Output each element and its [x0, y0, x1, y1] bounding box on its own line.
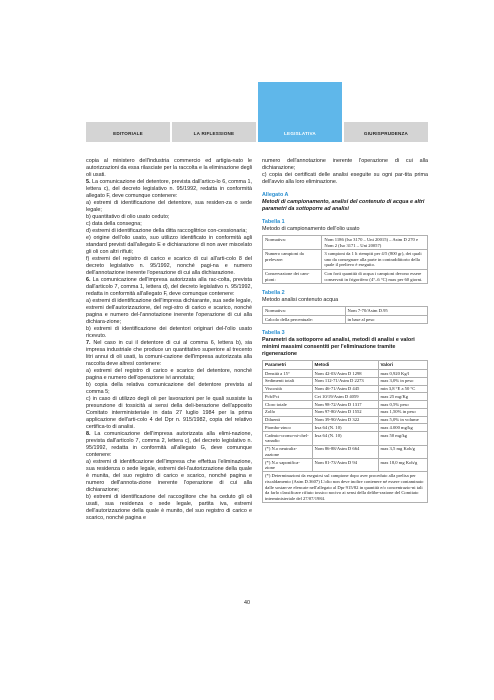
- table-cell: max 25 mg/Kg: [378, 393, 428, 401]
- table-cell: Diluenti: [263, 416, 313, 424]
- paragraph: copia al ministero dell'industria commercio ed artigia-nato le autorizzazioni da essa rilasciate per la raccolta e la eliminazione degli oli usati.: [86, 158, 252, 178]
- table-cell-key: Conservazione dei cam-pioni:: [263, 269, 322, 283]
- table-row: [263, 315, 428, 324]
- table-header-cell: Metodi: [312, 361, 378, 370]
- table-cell: max 50 mg/kg: [378, 432, 428, 445]
- table-cell: Nom 39-90/Astm D 322: [312, 416, 378, 424]
- table-cell: Viscosità: [263, 385, 313, 393]
- table-header-cell: Parametri: [263, 361, 313, 370]
- table-cell: Nom 46-71/Astm D 445: [312, 385, 378, 393]
- table-cell-value: Con forti quantità di acqua i campioni devono essere conservati in frigorifero (4°–6 °C) max per 60 giorni.: [322, 269, 428, 283]
- table-cell: Irsa 64 (N. 10): [312, 424, 378, 432]
- table-row: [263, 393, 428, 401]
- tab-editoriale[interactable]: [86, 82, 170, 142]
- table-row: [263, 424, 428, 432]
- table-cell-value: Nom 1186 (Iso 3170 – Uni 20015) – Astm D 270 e Nom 2 (Iso 3171 – Uni 20057): [322, 236, 428, 250]
- paragraph: a) estremi di identificazione dell'impresa che effettua l'eliminazione, sua residenza o sede legale, estremi del-l'autorizzazione della quale è munita, del suo registro di carico e scarico, nonché pagina e numero dell'annota-zione inerente l'operazione di cui alla dichiarazione;: [86, 459, 252, 493]
- table-cell-value: in base al peso: [345, 315, 428, 324]
- right-column: [262, 158, 428, 503]
- table-header-cell: Valori: [378, 361, 428, 370]
- section-navigation: [86, 82, 426, 142]
- table-row: [263, 416, 428, 424]
- page-number: 40: [244, 600, 250, 606]
- item-number: 5.: [86, 179, 91, 185]
- table-row: [263, 445, 428, 458]
- tab-label: LA RIFLESSIONE: [193, 131, 235, 136]
- paragraph-text: Nel caso in cui il detentore di cui al comma 6, lettera b), sia impresa industriale che produce un quantitativo superiore al trecento litri annui di oli usati, la comuni-cazione dell'impresa autorizzata alla raccolta deve altresì contenere:: [86, 340, 252, 367]
- table-cell: Sedimenti totali: [263, 377, 313, 385]
- table-row: [263, 458, 428, 471]
- paragraph-text: La comunicazione dell'impresa autorizzata alla rac-colta, prevista dall'articolo 7, comma 1, lettera d), del decreto legislativo n. 95/1992, redatta in conformità all'allegato F, deve comunque contenere:: [86, 277, 252, 297]
- table3-subtitle: Parametri da sottoporre ad analisi, metodi di analisi e valori minimi massimi consentiti per l'eliminazione tramite rigenerazione: [262, 337, 415, 358]
- paragraph: [86, 277, 252, 298]
- table-cell-value: Nom 7-70/Astm D.95: [345, 307, 428, 316]
- item-number: 6.: [86, 277, 91, 283]
- table1-title: Tabella 1: [262, 219, 285, 225]
- table-cell-key: Numero campioni da prelevare:: [263, 250, 322, 270]
- table-cell: max 18,0 mg Koh/g: [378, 458, 428, 471]
- table-cell: max 4.000 mg/kg: [378, 424, 428, 432]
- table-cell: Nom 97-80/Astm D 1552: [312, 408, 378, 416]
- table-cell: Cei 10/19/Astm D 4059: [312, 393, 378, 401]
- table1-subtitle: Metodo di campionamento dell'olio usato: [262, 226, 360, 232]
- table-row: [263, 408, 428, 416]
- paragraph: b) estremi di identificazione del raccoglitore che ha ceduto gli oli usati, sua residenza o sede legale, partita iva, estremi dell'autorizzazione della quale è munito, del suo registro di carico e scarico, nonché pagina e: [86, 494, 252, 521]
- table-row: [263, 307, 428, 316]
- table2-title: Tabella 2: [262, 290, 285, 297]
- item-number: 8.: [86, 431, 91, 437]
- table-row: [263, 250, 428, 270]
- table-cell: Piombo-zinco: [263, 424, 313, 432]
- table-cell: max 3,5 mg Koh/g: [378, 445, 428, 458]
- paragraph: f) estremi del registro di carico e scarico di cui all'arti-colo 8 del decreto legislativo n. 95/1992, nonché pagi-na e numero dell'annotazione inerente l'operazione di cui alla dichiarazione.: [86, 256, 252, 276]
- paragraph: a) estremi di identificazione dell'impresa dichiarante, sua sede legale, estremi dell'autorizzazione, del regi-stro di carico e scarico, nonché pagina e numero del-l'annotazione inerente l'operazione di cui alla dichiara-zione;: [86, 298, 252, 325]
- table-cell: max 0,920 Kg/l: [378, 369, 428, 377]
- table2-subtitle: Metodo analisi contenuto acqua: [262, 297, 339, 304]
- table-cell: (*) N.o neutraliz-zazione: [263, 445, 313, 458]
- paragraph: c) in caso di utilizzo degli oli per lavorazioni per le quali sussiste la presunzione di tossicità ai sensi della deli-berazione dell'apposito Comitato interministeriale in data 27 luglio 1984 per la prima applicazione dell'arti-colo 4 del Dpr n. 915/1982, copia del relativo certifica-to di analisi.: [86, 396, 252, 430]
- paragraph: b) estremi di identificazione dei detentori originari del-l'olio usato ricevuto.: [86, 326, 252, 339]
- tab-label: EDITORIALE: [113, 131, 143, 136]
- table-cell-key: Normativa:: [263, 307, 346, 316]
- table-cell: Zolfo: [263, 408, 313, 416]
- table-cell-key: Calcolo della percentuale:: [263, 315, 346, 324]
- tab-label: LEGISLATIVA: [284, 131, 316, 136]
- table-cell-key: Normativa:: [263, 236, 322, 250]
- paragraph: b) copia della relativa comunicazione del detentore prevista al comma 5;: [86, 382, 252, 395]
- table-cell: Cadmio-cromo-ni-chel-vanadio: [263, 432, 313, 445]
- paragraph: c) copia dei certificati delle analisi eseguite su ogni par-tita prima dell'avvio alla loro eliminazione.: [262, 172, 428, 185]
- table-cell: (*) N.o saponifica-zione: [263, 458, 313, 471]
- table-cell: max 0,5% peso: [378, 401, 428, 409]
- table-row: [263, 236, 428, 250]
- paragraph: [86, 179, 252, 200]
- table-cell: Pcb/Pct: [263, 393, 313, 401]
- table-parameters: [262, 360, 428, 472]
- table-cell: Nom 86-88/Astm D 664: [312, 445, 378, 458]
- annex-title: Allegato A: [262, 192, 289, 198]
- table-cell: Nom 112-71/Astm D 2273: [312, 377, 378, 385]
- table-cell: min 3,8 °E a 50 °C: [378, 385, 428, 393]
- left-column: [86, 158, 252, 522]
- table-row: [263, 369, 428, 377]
- table-water-analysis: [262, 306, 428, 324]
- paragraph: e) origine dell'olio usato, suo utilizzo identificato in conformità agli standard previsti dall'allegato E e dichiarazione di non aver miscelato gli oli con altri rifiuti;: [86, 235, 252, 255]
- table-row: [263, 377, 428, 385]
- table-cell: max 5,0% in volume: [378, 416, 428, 424]
- annex-subtitle: Metodi di campionamento, analisi del contenuto di acqua e altri parametri da sottoporre ad analisi: [262, 199, 425, 212]
- paragraph: [86, 431, 252, 459]
- paragraph: [86, 340, 252, 368]
- paragraph-text: La comunicazione dell'impresa autorizzata alla elimi-nazione, prevista dall'articolo 7, comma 2, lettera c), del decreto legislativo n. 95/1992, redatta in conformità all'allegato G, deve comunque contenere:: [86, 431, 252, 458]
- paragraph: b) quantitativo di olio usato ceduto;: [86, 214, 170, 220]
- paragraph: numero dell'annotazione inerente l'operazione di cui alla dichiarazione;: [262, 158, 428, 171]
- table-cell: Nom 42-03/Astm D 1298: [312, 369, 378, 377]
- table-row: [263, 401, 428, 409]
- table-row: [263, 432, 428, 445]
- table3-title: Tabella 3: [262, 330, 285, 337]
- table-header-row: [263, 361, 428, 370]
- tab-label: GIURISPRUDENZA: [363, 131, 409, 136]
- paragraph: a) estremi di identificazione del detentore, sua residen-za o sede legale;: [86, 200, 252, 213]
- table-sampling-method: [262, 235, 428, 284]
- table-cell-value: 3 campioni da 1 lt riempiti per 4/5 (800 gr), dei quali uno da consegnare alla parte in contraddittorio della quale il prelievo è eseguito.: [322, 250, 428, 270]
- paragraph-text: La comunicazione del detentore, prevista dall'artico-lo 6, comma 1, lettera c), del decreto legislativo n. 95/1992, redatta in conformità allegato F, deve comunque contenere:: [86, 179, 252, 199]
- paragraph: c) data della consegna;: [86, 221, 142, 227]
- table-cell: Cloro totale: [263, 401, 313, 409]
- table-cell: Irsa 64 (N. 10): [312, 432, 378, 445]
- table-footnote: (*) Determinazioni da eseguirsi sul campione dopo aver proceduto alla prelisa per riscaldamento (Astm D.3607) L'olio non deve inoltre contenere né essere contaminato dalle sostan-ze elencate nell'allegato al Dpr 915/82 in quantità e/o concentrazio-ni tali da farlo classificare rifiuto tossico nocivo ai sensi della delibe-razione del Comitato interministeriale del 27/07/1984.: [262, 472, 428, 503]
- tab-legislativa[interactable]: [258, 82, 342, 142]
- table-row: [263, 385, 428, 393]
- item-number: 7.: [86, 340, 91, 346]
- table-row: [263, 269, 428, 283]
- paragraph: d) estremi di identificazione della ditta raccoglitrice con-cessionaria;: [86, 228, 247, 234]
- table-cell: Nom 81-73/Astm D 94: [312, 458, 378, 471]
- tab-giurisprudenza[interactable]: [344, 82, 428, 142]
- table-cell: Densità a 15°: [263, 369, 313, 377]
- table-cell: Nom 98-72/Astm D 1317: [312, 401, 378, 409]
- tab-la-riflessione[interactable]: [172, 82, 256, 142]
- table-cell: max 3,0% in peso: [378, 377, 428, 385]
- paragraph: a) estremi del registro di carico e scarico del detentore, nonché pagina e numero dell'operazione ivi annotata;: [86, 368, 252, 381]
- table-cell: max 1,50% in peso: [378, 408, 428, 416]
